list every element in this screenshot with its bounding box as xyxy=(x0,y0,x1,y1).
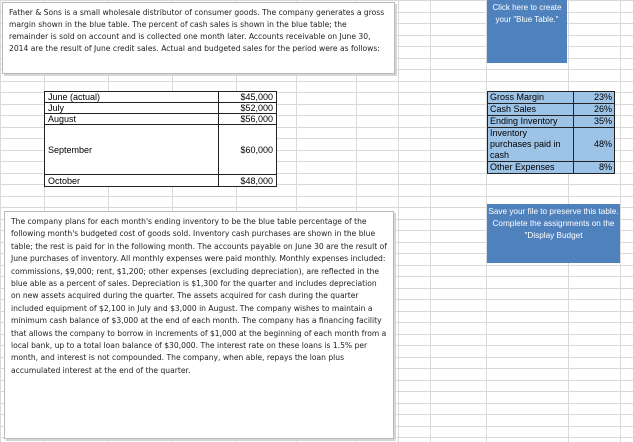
blue-table-row xyxy=(488,116,615,128)
sales-month-cell[interactable]: July xyxy=(45,103,219,114)
sales-amount-cell[interactable]: $45,000 xyxy=(219,92,277,103)
blue-table xyxy=(487,91,615,174)
blue-table-value-cell[interactable]: 35% xyxy=(574,116,615,128)
intro-text: Father & Sons is a small wholesale distributor of consumer goods. The company generates a gross margin shown in the blue table. The percent of cash sales is shown in the blue table; the remainder is sold on account and is collected one month later. Accounts receivable on June 30, 2014 are the result of June credit sales. Actual and budgeted sales for the period were as follows: xyxy=(9,8,385,53)
sales-row xyxy=(45,175,277,187)
blue-table-value-cell[interactable]: 26% xyxy=(574,104,615,116)
sales-amount-cell[interactable]: $56,000 xyxy=(219,114,277,125)
plan-text-box[interactable] xyxy=(4,211,394,439)
sales-amount-cell[interactable]: $48,000 xyxy=(219,175,277,187)
blue-table-row xyxy=(488,104,615,116)
sales-row xyxy=(45,125,277,175)
blue-table-row xyxy=(488,128,615,162)
blue-table-value-cell[interactable]: 23% xyxy=(574,92,615,104)
blue-table-row xyxy=(488,162,615,174)
blue-table-label-cell[interactable]: Other Expenses xyxy=(488,162,574,174)
sales-row xyxy=(45,92,277,103)
sales-amount-cell[interactable]: $60,000 xyxy=(219,125,277,175)
sales-amount-cell[interactable]: $52,000 xyxy=(219,103,277,114)
sales-month-cell[interactable]: September xyxy=(45,125,219,175)
blue-table-row xyxy=(488,92,615,104)
sales-month-cell[interactable]: October xyxy=(45,175,219,187)
blue-table-label-cell[interactable]: Inventory purchases paid in cash xyxy=(488,128,574,162)
sales-month-cell[interactable]: June (actual) xyxy=(45,92,219,103)
blue-table-value-cell[interactable]: 48% xyxy=(574,128,615,162)
blue-table-label-cell[interactable]: Cash Sales xyxy=(488,104,574,116)
blue-table-label-cell[interactable]: Gross Margin xyxy=(488,92,574,104)
plan-text: The company plans for each month's ending inventory to be the blue table percentage of the following month's budgeted cost of goods sold. Inventory cash purchases are shown in the blue table; the rest is paid for in the following month. The accounts payable on June 30 are the result of June purchases of inventory. All monthly expenses were paid monthly. Monthly expenses included: commissions, $9,000; rent, $1,200; other expenses (excluding depreciation), are reflected in the blue able as a percent of sales. Depreciation is $1,300 for the quarter and includes depreciation on new assets acquired during the quarter. The assets acquired for cash during the quarter included equipment of $2,100 in July and $3,000 in August. The company wishes to maintain a minimum cash balance of $3,000 at the end of each month. The company has a financing facility that allows the company to borrow in increments of $1,000 at the beginning of each month from a local bank, up to a total loan balance of $30,000. The interest rate on these loans is 1.5% per month, and interest is not compounded. The company, when able, repays the loan plus accumulated interest at the end of the quarter. xyxy=(11,217,387,375)
sales-month-cell[interactable]: August xyxy=(45,114,219,125)
create-blue-table-note[interactable] xyxy=(487,0,567,63)
blue-table-value-cell[interactable]: 8% xyxy=(574,162,615,174)
blue-table-label-cell[interactable]: Ending Inventory xyxy=(488,116,574,128)
sales-table xyxy=(44,91,277,187)
intro-text-box[interactable] xyxy=(2,2,395,74)
save-file-note-text: Save your file to preserve this table. Complete the assignments on the "Display Budget xyxy=(488,207,619,240)
sales-row xyxy=(45,103,277,114)
create-blue-table-note-text: Click here to create your "Blue Table." xyxy=(492,3,562,24)
save-file-note[interactable] xyxy=(487,204,620,263)
sales-row xyxy=(45,114,277,125)
